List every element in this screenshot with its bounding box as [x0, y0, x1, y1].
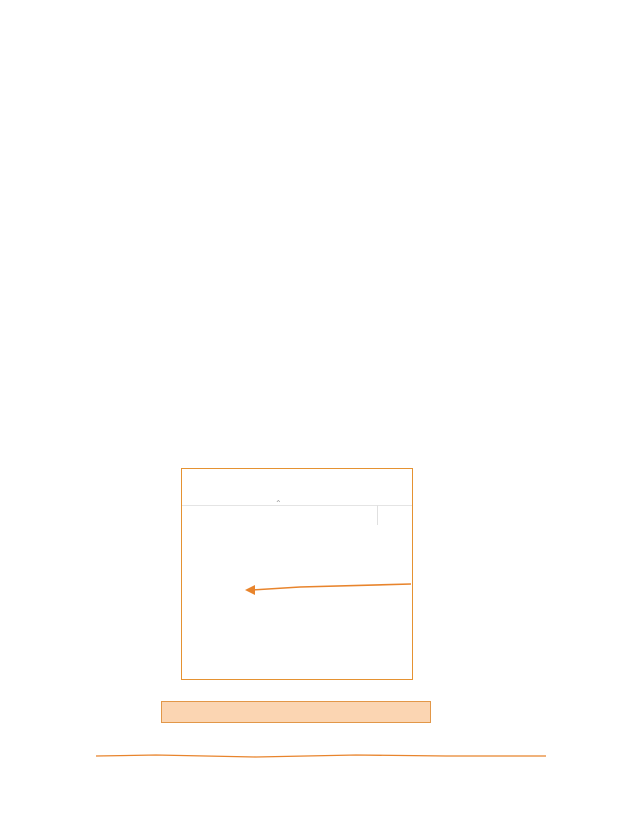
- figure-caption: [161, 701, 431, 723]
- sort-caret-icon: ⌃: [275, 499, 282, 508]
- footer-divider: [96, 753, 546, 759]
- column-divider[interactable]: [377, 505, 378, 525]
- breadcrumb: [182, 469, 412, 506]
- file-explorer-screenshot: [181, 468, 413, 680]
